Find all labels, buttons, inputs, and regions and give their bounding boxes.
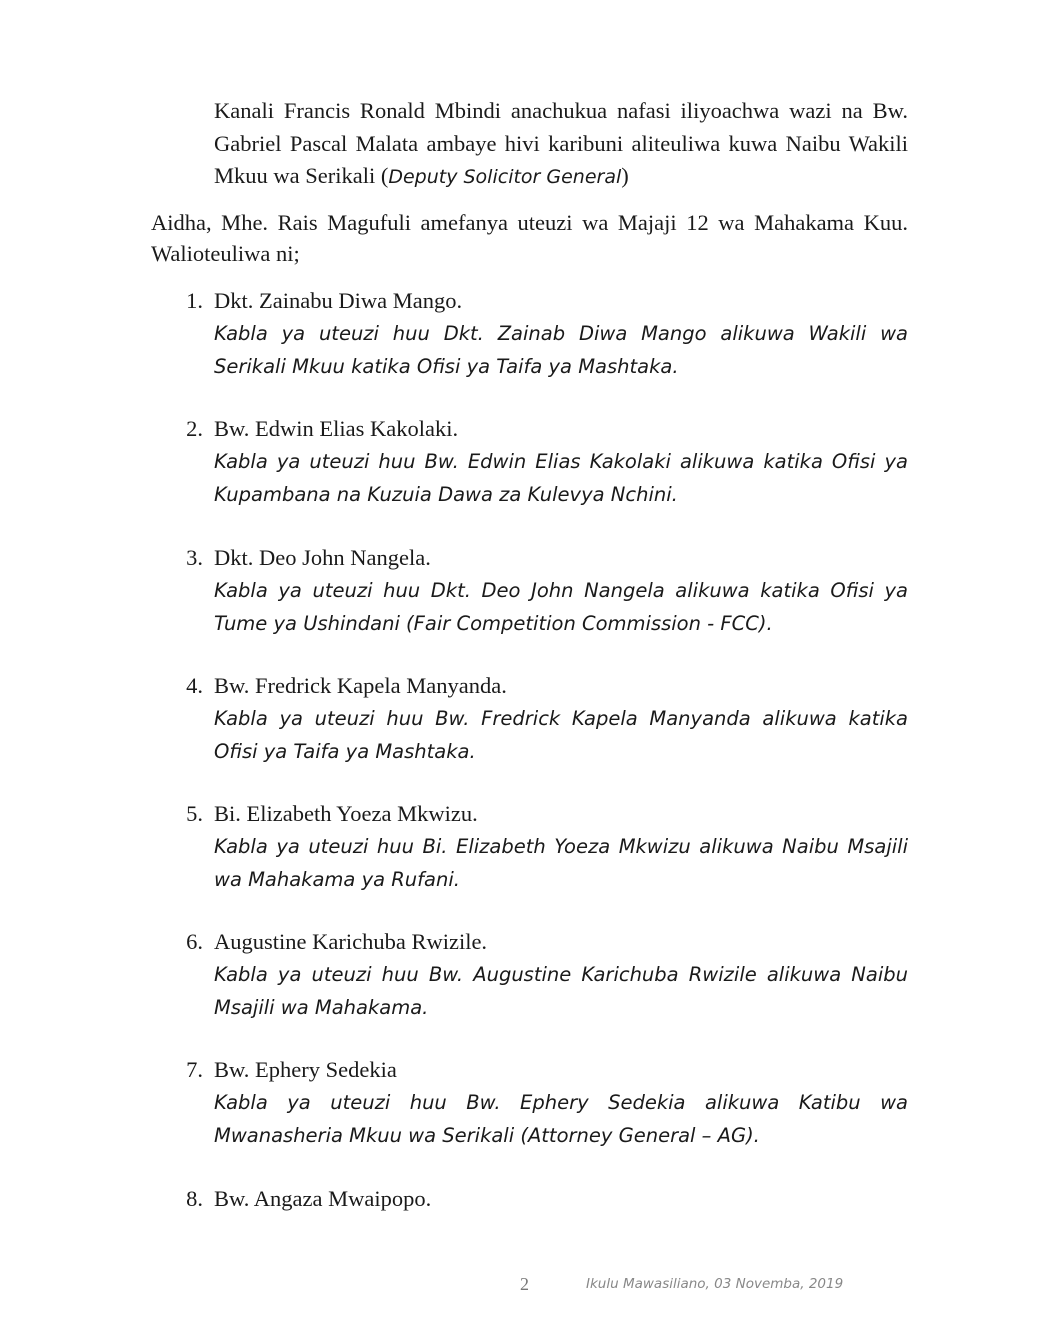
intro-text-end: ) bbox=[621, 163, 629, 188]
list-number: 4. bbox=[186, 673, 203, 698]
appointee-name: Bw. Ephery Sedekia bbox=[214, 1057, 397, 1082]
appointee-name: Bw. Angaza Mwaipopo. bbox=[214, 1186, 432, 1211]
appointee-description: Kabla ya uteuzi huu Bi. Elizabeth Yoeza Mkwizu alikuwa Naibu Msajili wa Mahakama ya Rufani. bbox=[214, 835, 908, 891]
footer-credit: Ikulu Mawasiliano, 03 Novemba, 2019 bbox=[586, 1276, 844, 1292]
list-number: 1. bbox=[186, 288, 203, 313]
appointee-description: Kabla ya uteuzi huu Bw. Ephery Sedekia alikuwa Katibu wa Mwanasheria Mkuu wa Serikali (Attorney General – AG). bbox=[214, 1091, 908, 1147]
appointee-name: Augustine Karichuba Rwizile. bbox=[214, 929, 488, 954]
appointee-name: Dkt. Zainabu Diwa Mango. bbox=[214, 288, 463, 313]
appointee-name: Dkt. Deo John Nangela. bbox=[214, 545, 431, 570]
list-number: 2. bbox=[186, 416, 203, 441]
intro-paragraph bbox=[214, 95, 908, 194]
intro-italic-term: Deputy Solicitor General bbox=[388, 166, 622, 188]
appointee-description: Kabla ya uteuzi huu Bw. Edwin Elias Kakolaki alikuwa katika Ofisi ya Kupambana na Kuzuia Dawa za Kulevya Nchini. bbox=[214, 450, 908, 506]
list-number: 5. bbox=[186, 801, 203, 826]
list-number: 8. bbox=[186, 1186, 203, 1211]
appointee-name: Bw. Edwin Elias Kakolaki. bbox=[214, 416, 459, 441]
list-number: 3. bbox=[186, 545, 203, 570]
page-number: 2 bbox=[520, 1274, 529, 1294]
intro-text: Kanali Francis Ronald Mbindi anachukua nafasi iliyoachwa wazi na Bw. Gabriel Pascal Malata ambaye hivi karibuni aliteuliwa kuwa Naibu Wakili Mkuu wa Serikali ( bbox=[214, 98, 908, 188]
appointee-description: Kabla ya uteuzi huu Bw. Augustine Karichuba Rwizile alikuwa Naibu Msajili wa Mahakama. bbox=[214, 963, 908, 1019]
appointee-description: Kabla ya uteuzi huu Bw. Fredrick Kapela Manyanda alikuwa katika Ofisi ya Taifa ya Mashtaka. bbox=[214, 707, 908, 763]
main-paragraph: Aidha, Mhe. Rais Magufuli amefanya uteuzi wa Majaji 12 wa Mahakama Kuu. Walioteuliwa ni; bbox=[151, 210, 908, 266]
appointee-description: Kabla ya uteuzi huu Dkt. Zainab Diwa Mango alikuwa Wakili wa Serikali Mkuu katika Ofisi ya Taifa ya Mashtaka. bbox=[214, 322, 908, 378]
list-number: 6. bbox=[186, 929, 203, 954]
appointee-name: Bw. Fredrick Kapela Manyanda. bbox=[214, 673, 507, 698]
appointee-description: Kabla ya uteuzi huu Dkt. Deo John Nangela alikuwa katika Ofisi ya Tume ya Ushindani (Fair Competition Commission - FCC). bbox=[214, 579, 908, 635]
list-number: 7. bbox=[186, 1057, 203, 1082]
appointee-name: Bi. Elizabeth Yoeza Mkwizu. bbox=[214, 801, 478, 826]
